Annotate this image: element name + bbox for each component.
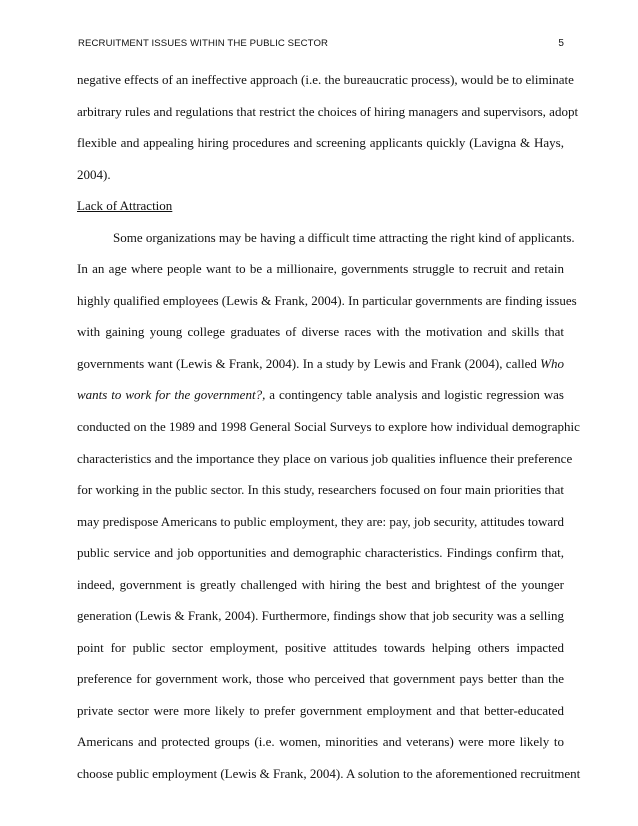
text-line: highly qualified employees (Lewis & Frank, 2004). In particular governments are finding issues (77, 292, 577, 308)
text-line: arbitrary rules and regulations that restrict the choices of hiring managers and supervisors, adopt (77, 103, 579, 119)
section-heading: Lack of Attraction (77, 198, 173, 214)
text-line: Americans and protected groups (i.e. women, minorities and veterans) were more likely to (77, 734, 564, 750)
text-line (77, 354, 564, 386)
running-title: RECRUITMENT ISSUES WITHIN THE PUBLIC SECTOR (78, 38, 329, 49)
text-line: indeed, government is greatly challenged with hiring the best and brightest of the younger (77, 576, 564, 592)
document-body (77, 70, 581, 796)
text-line: with gaining young college graduates of diverse races with the motivation and skills that (77, 324, 564, 340)
text-line: for working in the public sector. In this study, researchers focused on four main priorities that (77, 482, 564, 498)
text-line: 2004). (77, 166, 111, 182)
text-line: preference for government work, those who perceived that government pays better than the (77, 671, 564, 687)
text-line: In an age where people want to be a millionaire, governments struggle to recruit and retain (77, 261, 564, 277)
text-line: Some organizations may be having a difficult time attracting the right kind of applicants. (113, 229, 575, 245)
running-header (78, 38, 564, 54)
text-line: characteristics and the importance they place on various job qualities influence their preference (77, 450, 573, 466)
text-span: governments want (Lewis & Frank, 2004). In a study by Lewis and Frank (2004), called (77, 355, 537, 371)
text-line: generation (Lewis & Frank, 2004). Furthermore, findings show that job security was a selling (77, 608, 564, 624)
text-line: conducted on the 1989 and 1998 General Social Surveys to explore how individual demographic (77, 419, 580, 435)
text-line: negative effects of an ineffective approach (i.e. the bureaucratic process), would be to eliminate (77, 72, 574, 87)
text-line: may predispose Americans to public employment, they are: pay, job security, attitudes toward (77, 513, 564, 529)
italic-title-span: Who (540, 355, 565, 371)
text-line: choose public employment (Lewis & Frank, 2004). A solution to the aforementioned recruitment (77, 766, 581, 782)
text-line: private sector were more likely to prefer government employment and that better-educated (77, 702, 564, 718)
text-line: flexible and appealing hiring procedures and screening applicants quickly (Lavigna & Hays, (77, 135, 564, 151)
text-line: point for public sector employment, positive attitudes towards helping others impacted (77, 639, 564, 655)
text-span: a contingency table analysis and logistic regression was (269, 387, 564, 403)
italic-title-span: wants to work for the government?, (77, 387, 266, 403)
text-line (77, 385, 564, 417)
text-line: public service and job opportunities and demographic characteristics. Findings confirm that, (77, 545, 564, 561)
page-number: 5 (558, 38, 564, 49)
